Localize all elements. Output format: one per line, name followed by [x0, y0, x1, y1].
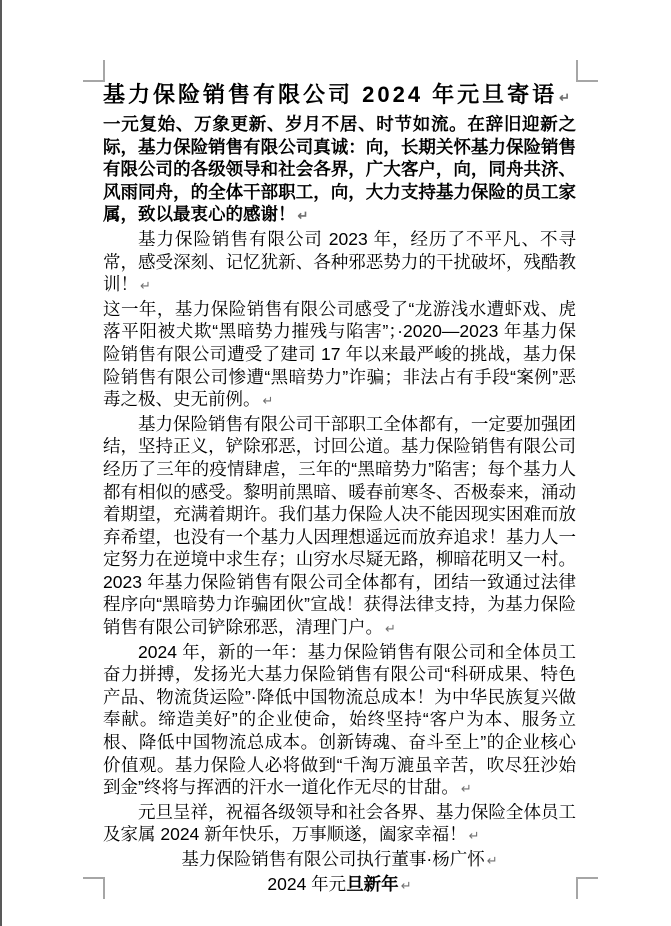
- pilcrow-mark: ↵: [385, 621, 396, 637]
- paragraph-text: 元旦呈祥，祝福各级领导和社会各界、基力保险全体员工及家属 2024 新年快乐，万事顺遂，阖家幸福！: [103, 801, 576, 845]
- pilcrow-mark: ↵: [262, 393, 274, 409]
- document-title[interactable]: [103, 80, 576, 113]
- margin-crop-mark-bottom-left: [83, 877, 105, 899]
- margin-crop-mark-bottom-right: [576, 877, 598, 899]
- page-left-edge: [0, 0, 2, 926]
- paragraph-text: 2024 年，新的一年：基力保险销售有限公司和全体员工奋力拼搏，发扬光大基力保险销售有限公司“科研成果、特色产品、物流货运险”·降低中国物流总成本！为中华民族复兴做奉献。缔造美好”的企业使命，始终坚持“客户为本、服务立根、降低中国物流总成本。创新铸魂、奋斗至上”的企业核心价值观。基力保险人必将做到“千淘万漉虽辛苦，吹尽狂沙始到金”终将与挥洒的汗水一道化作无尽的甘甜。: [103, 641, 576, 798]
- body-paragraph-2024-outlook[interactable]: [103, 641, 576, 801]
- pilcrow-mark: ↵: [486, 853, 498, 868]
- margin-crop-mark-top-left: [83, 60, 105, 82]
- pilcrow-mark: ↵: [140, 278, 151, 294]
- pilcrow-mark: ↵: [297, 208, 309, 224]
- paragraph-text: 一元复始、万象更新、岁月不居、时节如流。在辞旧迎新之际，基力保险销售有限公司真诚：向，长期关怀基力保险销售有限公司的各级领导和社会各界，广大客户，向，同舟共济、风雨同舟，的全体干部职工，向，大力支持基力保险的员工家属，致以最衷心的感谢！: [103, 114, 576, 225]
- body-paragraph-2023-review[interactable]: [103, 228, 576, 298]
- pilcrow-mark: ↵: [559, 90, 571, 105]
- paragraph-text: 基力保险销售有限公司干部职工全体都有，一定要加强团结，坚持正义，铲除邪恶，讨回公道。基力保险销售有限公司经历了三年的疫情肆虐，三年的“黑暗势力”陷害；每个基力人都有相似的感受。黎明前黑暗、暖春前寒冬、否极泰来，涌动着期望，充满着期许。我们基力保险人决不能因现实困难而放弃希望，也没有一个基力人因理想遥远而放弃追求！基力人一定努力在逆境中求生存；山穷水尽疑无路，柳暗花明又一村。2023 年基力保险销售有限公司全体都有，团结一致通过法律程序向“黑暗势力诈骗团伙”宣战！获得法律支持，为基力保险销售有限公司铲除邪恶，清理门户。: [103, 413, 576, 638]
- paragraph-text: 基力保险销售有限公司 2023 年，经历了不平凡、不寻常，感受深刻、记忆犹新、各种邪恶势力的干扰破坏，残酷教训！: [103, 228, 576, 295]
- date-text-bold: 旦新年: [346, 873, 399, 894]
- pilcrow-mark: ↵: [468, 828, 480, 844]
- body-paragraph-dark-forces[interactable]: [103, 298, 576, 413]
- body-paragraph-unity[interactable]: [103, 413, 576, 641]
- paragraph-text: 这一年，基力保险销售有限公司感受了“龙游浅水遭虾戏、虎落平阳被犬欺“黑暗势力摧残与陷害”；·2020—2023 年基力保险销售有限公司遭受了建司 17 年以来最严峻的挑战，基力保险销售有限公司惨遭“黑暗势力”诈骗；非法占有手段“案例”恶毒之极、史无前例。: [103, 298, 576, 410]
- pilcrow-mark: ↵: [400, 877, 412, 893]
- body-paragraph-new-year-wishes[interactable]: [103, 801, 576, 848]
- date-line[interactable]: [103, 873, 576, 898]
- signature-text: 基力保险销售有限公司执行董事·杨广怀: [181, 849, 485, 869]
- greeting-lead-paragraph[interactable]: [103, 113, 576, 228]
- document-title-text: 基力保险销售有限公司 2024 年元旦寄语: [103, 82, 558, 107]
- margin-crop-mark-top-right: [576, 60, 598, 82]
- signature-line[interactable]: [103, 848, 576, 873]
- pilcrow-mark: ↵: [460, 781, 472, 797]
- document-text-area[interactable]: [103, 80, 576, 897]
- date-text: 2024 年元: [267, 873, 347, 894]
